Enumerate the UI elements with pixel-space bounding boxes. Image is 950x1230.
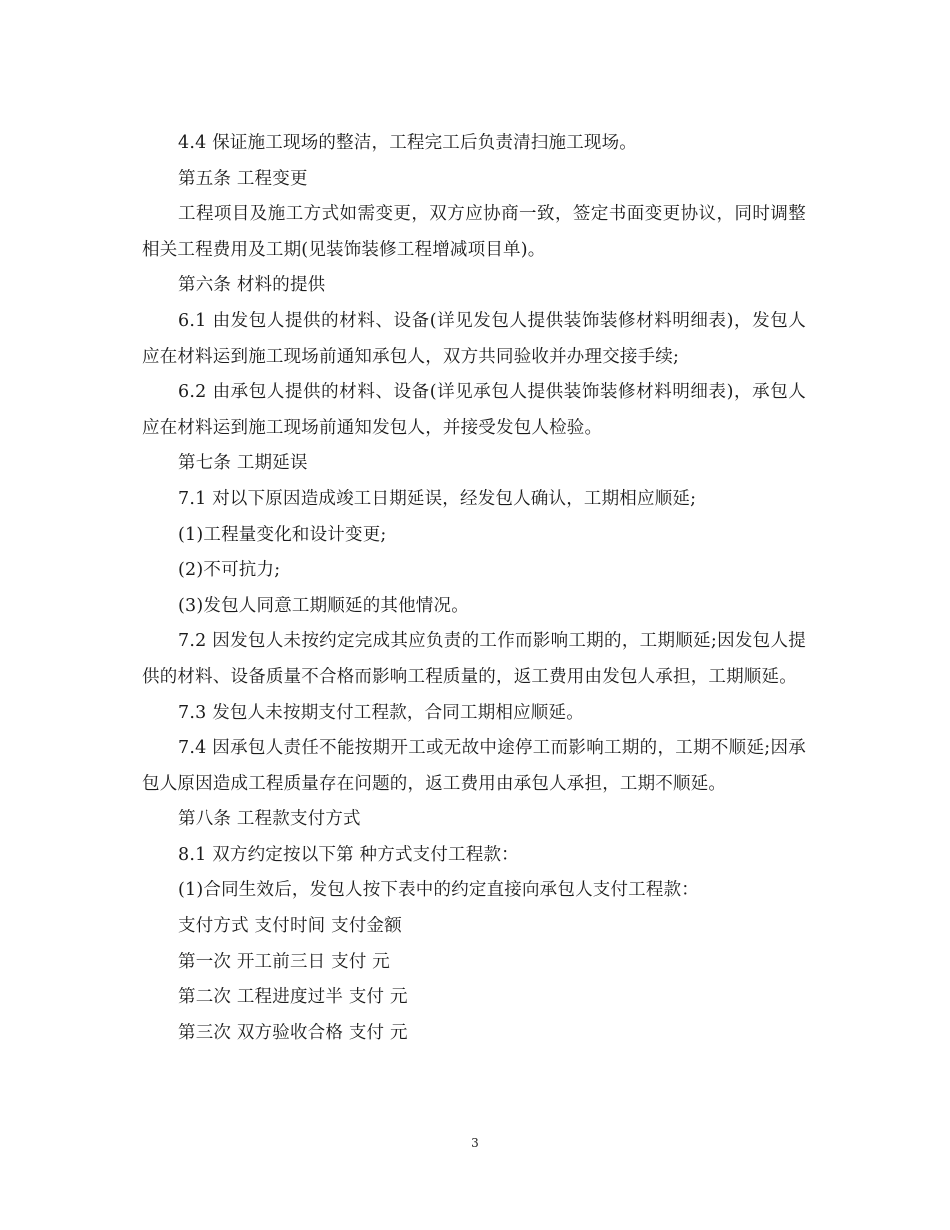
paragraph-7-4: 7.4 因承包人责任不能按期开工或无故中途停工而影响工期的，工期不顺延;因承包人原因造成工程质量存在问题的，返工费用由承包人承担，工期不顺延。 bbox=[142, 738, 806, 794]
heading-article-7: 第七条 工期延误 bbox=[178, 453, 308, 474]
heading-article-6: 第六条 材料的提供 bbox=[178, 275, 326, 296]
document-body bbox=[142, 126, 806, 1051]
paragraph-6-2: 6.2 由承包人提供的材料、设备(详见承包人提供装饰装修材料明细表)，承包人应在材料运到施工现场前通知发包人，并接受发包人检验。 bbox=[142, 382, 806, 438]
paragraph-7-3: 7.3 发包人未按期支付工程款，合同工期相应顺延。 bbox=[178, 702, 584, 723]
paragraph-article-5: 工程项目及施工方式如需变更，双方应协商一致，签定书面变更协议，同时调整相关工程费用及工期(见装饰装修工程增减项目单)。 bbox=[142, 204, 806, 260]
payment-table-header: 支付方式 支付时间 支付金额 bbox=[178, 916, 402, 937]
paragraph-4-4: 4.4 保证施工现场的整洁，工程完工后负责清扫施工现场。 bbox=[178, 133, 637, 153]
paragraph-6-1: 6.1 由发包人提供的材料、设备(详见发包人提供装饰装修材料明细表)，发包人应在材料运到施工现场前通知承包人，双方共同验收并办理交接手续; bbox=[142, 310, 806, 367]
paragraph-8-1: 8.1 双方约定按以下第 种方式支付工程款： bbox=[178, 844, 519, 865]
heading-article-5: 第五条 工程变更 bbox=[178, 168, 308, 189]
heading-article-8: 第八条 工程款支付方式 bbox=[178, 809, 361, 830]
paragraph-7-1: 7.1 对以下原因造成竣工日期延误，经发包人确认，工期相应顺延; bbox=[178, 488, 697, 509]
list-item-7-1-1: (1)工程量变化和设计变更; bbox=[178, 524, 387, 545]
paragraph-7-2: 7.2 因发包人未按约定完成其应负责的工作而影响工期的，工期顺延;因发包人提供的材料、设备质量不合格而影响工程质量的，返工费用由发包人承担，工期顺延。 bbox=[142, 631, 806, 687]
list-item-7-1-3: (3)发包人同意工期顺延的其他情况。 bbox=[178, 595, 469, 616]
page-number: 3 bbox=[471, 1136, 479, 1150]
list-item-8-1-1: (1)合同生效后，发包人按下表中的约定直接向承包人支付工程款： bbox=[178, 880, 699, 901]
payment-row-2: 第二次 工程进度过半 支付 元 bbox=[178, 987, 408, 1008]
list-item-7-1-2: (2)不可抗力; bbox=[178, 560, 281, 581]
payment-row-3: 第三次 双方验收合格 支付 元 bbox=[178, 1022, 408, 1043]
payment-row-1: 第一次 开工前三日 支付 元 bbox=[178, 951, 390, 972]
